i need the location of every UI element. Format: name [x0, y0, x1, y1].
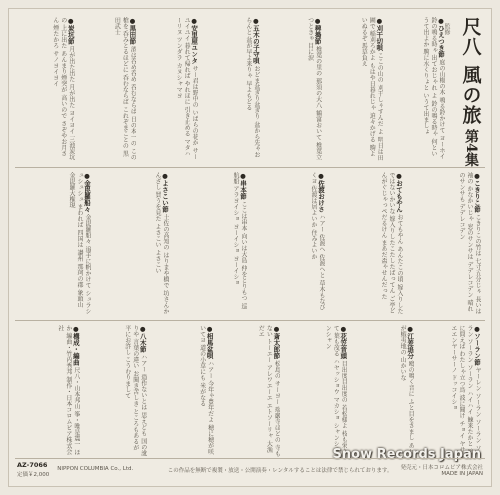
- lyric-column: ●ソーラン節 ヤーレン ソーラン ソーラン ソーラン ソーラン ソーラン ハイハイ 鰊来たかと 鴎に問えば わたしゃ立つ鳥 波に聞け チョイ ヤサエエンヤーサーノ ドッコイショ: [450, 325, 481, 458]
- section-divider: [15, 167, 485, 168]
- catalog-block: [17, 461, 49, 478]
- footer: [15, 458, 485, 480]
- text-band-1: [19, 17, 445, 162]
- lyric-column: ●花笠音頭 目出度目出度の 若松様よ 枝も栄えて 葉も茂る ハヤッショウ マカショ シャンシャンシャン: [324, 325, 348, 455]
- lyric-column: ●刈干切唄 ここの山の 刈干しゃすんだ よ 明日は田圃で 稲刈ろかよ もはや日暮れじゃ 迫々かげる 駒よいぬるぞ 馬草負え: [360, 17, 384, 161]
- lyric-column: ●串本節 ここは串本 向いは大島 仲をとりもつ 巡航船 アラヨイショ ヨーイショ ヨーイショ: [232, 172, 247, 310]
- price: 定価￥2,000: [17, 472, 50, 478]
- lyric-column: ●佐渡おけさ ハアー 佐渡へ 佐渡へと 草木もなびくヨ 佐渡は居よいか 住みよいか: [310, 172, 325, 311]
- copyright-notice: この作品を無断で複製・放送・公開演奏・レンタルすることは法律で禁じられております。: [167, 467, 393, 474]
- publisher: 発売元・日本コロムビア株式会社: [400, 464, 483, 471]
- section-divider: [15, 320, 485, 321]
- maker-name: NIPPON COLUMBIA Co., Ltd.: [57, 465, 134, 472]
- lyric-column: ●相馬盆唄 ハアー 今年ゃ豊年だよ 穂に穂が咲いてヨ 道の小草にも 米がなる: [198, 325, 214, 455]
- lyric-column: ●ひえつき節 庭の山椒の木 鳴る鈴かけて ヨーホイ 鈴の鳴る時ゃ 出ておじゃれ よ 鈴の鳴る時ゃ 何というて出よか 駒に水くりょと いうて出ましょ: [422, 17, 445, 160]
- publisher-block: [400, 463, 483, 477]
- volume-number: 第4集: [463, 128, 479, 167]
- made-in: MADE IN JAPAN: [441, 470, 483, 477]
- lyric-column: ●炭坑節 月が出た出た 月が出た ヨイヨイ 三池炭坑の 上に出た あんまり煙突が 高いので さぞやお月さん 煙たかろ サノヨイヨイ: [51, 17, 75, 161]
- title-block: [457, 17, 485, 167]
- lyric-column: ●稗搗節 椎葉の里の 那須の大八 鶴富おいて 椎葉立つときゃ 目に涙: [306, 17, 322, 161]
- lyric-column: ●おてもやん おてもやん あんたこの頃 嫁入りしたではないかいな 嫁入りしたこたしたばってん ご亭どんがぐじゃっぺだるけん まあだ盃ゃせんだった: [380, 172, 403, 315]
- liner-notes-sheet: [8, 8, 492, 487]
- lyric-column: ●八木節 ハアー 造作ないとは 思えども 国の訛りや 言葉の違い お聞き苦しき ところもあるが 平にお許し こうむりまして: [123, 325, 147, 457]
- lyric-column: ●江差追分 鴎の鳴く音に ふと目をさまし あれが蝦夷地の 山かいな: [399, 325, 415, 455]
- lyric-column: ●五木の子守唄 おどま盆ぎり盆ぎり 盆から先ゃおらんと 盆が早よ来りゃ 早よもどる: [244, 17, 260, 158]
- text-band-2: [19, 172, 481, 315]
- catalog-number: AZ-7066: [17, 461, 48, 469]
- lyric-column: ●安里屋ユンタ サー君は野中の いばらの花か サーユイユイ 暮れて帰れば やれほに 引き止める マタハーリヌ ツンダラ カヌシャマヨ: [175, 17, 199, 160]
- lyric-column: ●金毘羅船々 金毘羅船々 追手に帆かけて シュラシュシュシュ まわれば 四国は 讃州 那珂の郡 象頭山 金毘羅大権現: [68, 172, 91, 315]
- credits-column: ●構成・編曲 尺八・山本邦山 筝・唯是震一 ほか 編曲・竹内秀邦 制作・日本コロムビア株式会社: [56, 325, 80, 456]
- lyric-column: ●よさこい節 土佐の高知の はりまや橋で 坊さんかんざし 買うを見た よさこい よさこい: [154, 172, 169, 315]
- lyric-column: ●こきりこ節 こきりこの竹は 七寸五分じゃ 長いは袖の かなかいじゃ 窓のサンサは デデレコデン 晴れのサンサも デデレコデン: [458, 172, 481, 315]
- lyric-column: ●斎太郎節 松島の サーヨー 瑞巌寺ほどの 寺もない トーエー アレワエーエ エトソーリャ 大漁だエ: [257, 325, 281, 457]
- footer-middle: [49, 466, 400, 474]
- watermark: Snow Records Japan: [332, 447, 481, 462]
- lyric-column: ●黒田節 酒は呑め呑め 呑むならば 日の本一の この槍を 呑みとるほどに 呑むならば これぞまことの 黒田武士: [113, 17, 137, 161]
- text-band-3: [19, 325, 481, 458]
- album-title: 尺八 風の旅: [459, 17, 482, 125]
- credit-label: 監修: [443, 23, 450, 35]
